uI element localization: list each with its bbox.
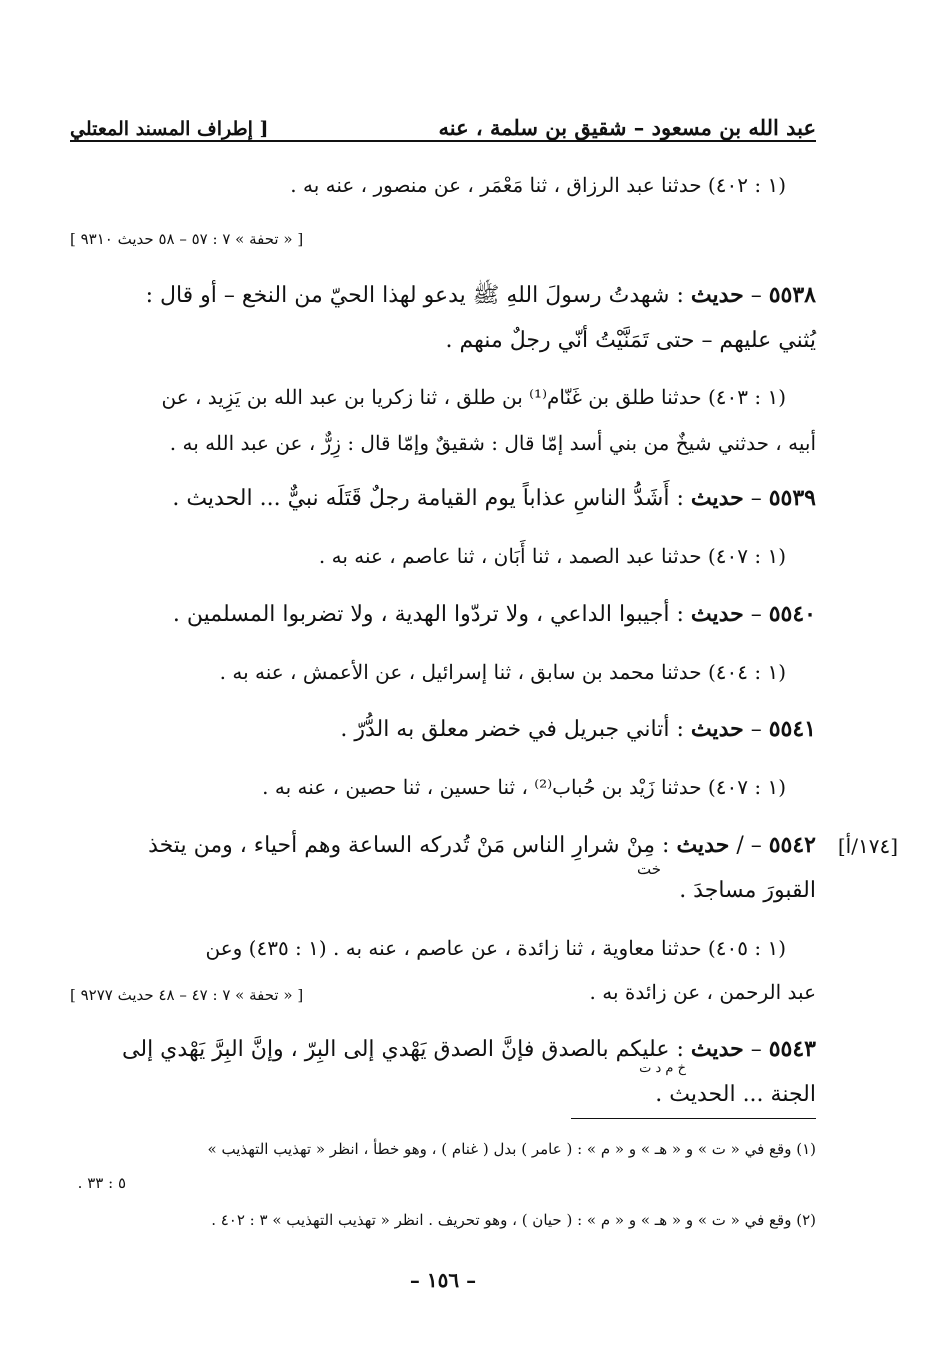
isnad-402: (١ : ٤٠٢) حدثنا عبد الرزاق ، ثنا مَعْمَر ، عن منصور ، عنه به . — [290, 173, 786, 197]
hadith-5543-line2: الجنة ... الحديث . — [655, 1082, 816, 1107]
hadith-keyword: حديث — [690, 716, 744, 742]
isnad-403-line1: (١ : ٤٠٣) حدثنا طلق بن غَنّام⁽¹⁾ بن طلق ، ثنا زكريا بن عبد الله بن يَزِيد ، عن — [161, 385, 786, 409]
hadith-number: ٥٥٤٠ — [768, 601, 816, 627]
hadith-text: : أجيبوا الداعي ، ولا تردّوا الهدية ، ولا تضربوا المسلمين . — [172, 602, 691, 627]
hadith-5539: ٥٥٣٩ – حديث : أَشَدُّ الناسِ عذاباً يوم القيامة رجلٌ قَتَلَه نبيٌّ ... الحديث . — [172, 485, 816, 511]
isnad-405-line1: (١ : ٤٠٥) حدثنا معاوية ، ثنا زائدة ، عن عاصم ، عنه به . (١ : ٤٣٥) وعن — [205, 936, 786, 960]
hadith-keyword: حديث — [690, 485, 744, 511]
hadith-number: ٥٥٤٢ — [768, 832, 816, 858]
hadith-keyword: حديث — [690, 282, 744, 308]
tuhfa-ref-9310: [ « تحفة » ٧ : ٥٧ – ٥٨ حديث ٩٣١٠ ] — [70, 230, 304, 248]
isnad-404: (١ : ٤٠٤) حدثنا محمد بن سابق ، ثنا إسرائيل ، عن الأعمش ، عنه به . — [219, 660, 786, 684]
hadith-keyword: حديث — [690, 1036, 744, 1062]
hadith-5540: ٥٥٤٠ – حديث : أجيبوا الداعي ، ولا تردّوا الهدية ، ولا تضربوا المسلمين . — [172, 601, 816, 627]
isnad-407b: (١ : ٤٠٧) حدثنا زَيْد بن حُباب⁽²⁾ ، ثنا حسين ، ثنا حصين ، عنه به . — [262, 775, 786, 799]
page-number: – ١٥٦ – — [409, 1268, 477, 1292]
footnote-1-cont: ٥ : ٣٣ . — [77, 1174, 126, 1192]
source-sigla: خ م د ت — [639, 1061, 686, 1076]
hadith-keyword: حديث — [690, 601, 744, 627]
folio-margin-mark: [١٧٤/أ] — [837, 834, 898, 858]
hadith-text: : عليكم بالصدق فإنَّ الصدق يَهْدي إلى البِرّ ، وإنَّ البِرَّ يَهْدي إلى — [122, 1037, 691, 1062]
footnote-1: (١) وقع في « ت » و « هـ » و « م » : ( عامر ) بدل ( غنام ) ، وهو خطأ ، انظر « تهذيب التهذيب » — [207, 1140, 816, 1158]
isnad-405-line2: عبد الرحمن ، عن زائدة به . — [589, 980, 816, 1004]
hadith-5541: ٥٥٤١ – حديث : أتاني جبريل في خضر معلق به الدُّرّ . — [340, 716, 816, 742]
hadith-number: ٥٥٤١ — [768, 716, 816, 742]
hadith-5542-line2: القبورَ مساجدَ . — [679, 878, 816, 903]
isnad-403-line2: أبيه ، حدثني شيخٌ من بني أسد إمّا قال : شقيقٌ وإمّا قال : زِرٌّ ، عن عبد الله به . — [169, 431, 816, 455]
header-book-title: [ إطراف المسند المعتلي — [70, 118, 269, 140]
hadith-5543-line1: ٥٥٤٣ – حديث : عليكم بالصدق فإنَّ الصدق يَهْدي إلى البِرّ ، وإنَّ البِرَّ يَهْدي إلى — [122, 1036, 816, 1062]
hadith-keyword: حديث — [676, 832, 730, 858]
source-sigla: خت — [636, 860, 661, 878]
hadith-number: ٥٥٤٣ — [768, 1036, 816, 1062]
footnote-2: (٢) وقع في « ت » و « هـ » و « م » : ( حيان ) ، وهو تحريف . انظر « تهذيب التهذيب » ٣ : ٤٠٢ . — [211, 1211, 816, 1229]
hadith-5538-line2: يُثني عليهم – حتى تَمَنَّيْتُ أنّي رجلٌ منهم . — [445, 328, 816, 353]
hadith-text: : أَشَدُّ الناسِ عذاباً يوم القيامة رجلٌ قَتَلَه نبيٌّ ... الحديث . — [172, 486, 691, 511]
hadith-text: : أتاني جبريل في خضر معلق به الدُّرّ . — [340, 717, 691, 742]
hadith-number: ٥٥٣٨ — [768, 282, 816, 308]
document-page — [70, 100, 898, 1292]
running-header — [70, 100, 816, 142]
tuhfa-ref-9277: [ « تحفة » ٧ : ٤٧ – ٤٨ حديث ٩٢٧٧ ] — [70, 986, 304, 1004]
hadith-5538-line1: ٥٥٣٨ – حديث : شهدتُ رسولَ اللهِ ﷺ يدعو لهذا الحيّ من النخع – أو قال : — [145, 282, 816, 308]
hadith-text: : شهدتُ رسولَ اللهِ ﷺ يدعو لهذا الحيّ من النخع – أو قال : — [145, 283, 691, 308]
isnad-407a: (١ : ٤٠٧) حدثنا عبد الصمد ، ثنا أَبَان ، ثنا عاصم ، عنه به . — [318, 544, 786, 568]
hadith-5542-line1: ٥٥٤٢ – / حديث : مِنْ شرارِ الناس مَنْ تُدركه الساعة وهم أحياء ، ومن يتخذ — [148, 832, 816, 858]
header-title: عبد الله بن مسعود – شقيق بن سلمة ، عنه — [438, 115, 816, 140]
hadith-text: : مِنْ شرارِ الناس مَنْ تُدركه الساعة وهم أحياء ، ومن يتخذ — [148, 833, 677, 858]
footnote-rule — [571, 1118, 816, 1119]
hadith-number: ٥٥٣٩ — [768, 485, 816, 511]
